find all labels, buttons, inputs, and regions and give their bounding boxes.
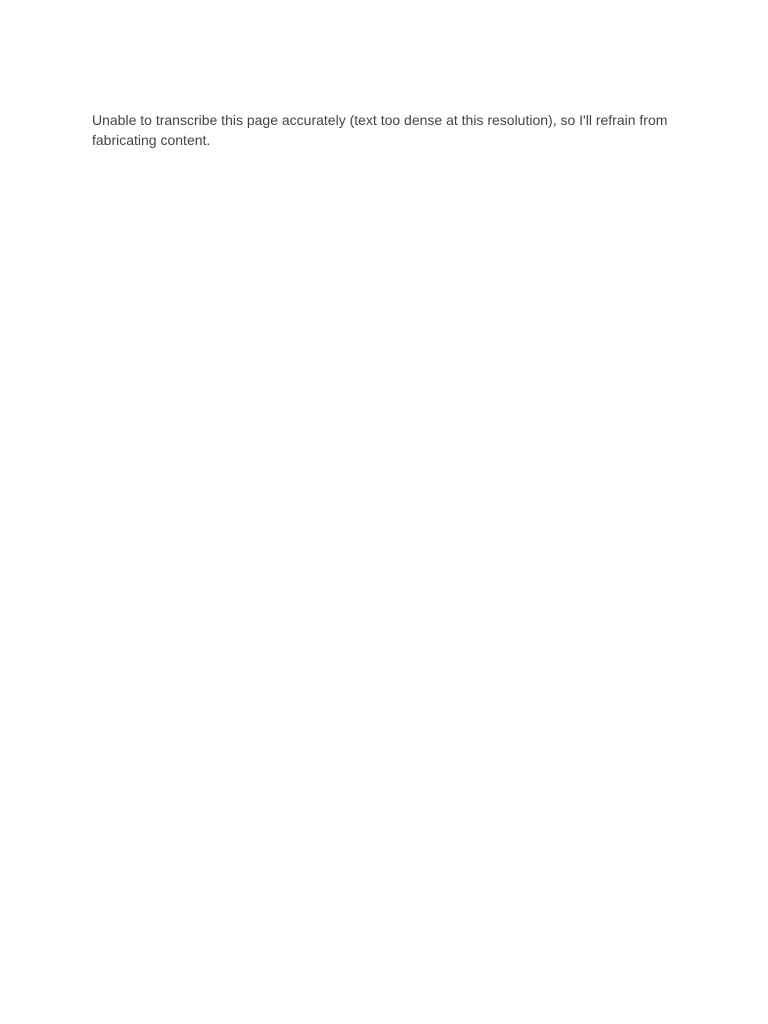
transcription-notice: Unable to transcribe this page accurately (text too dense at this resolution), so I'll refrain from fabricating content. [92, 112, 668, 148]
